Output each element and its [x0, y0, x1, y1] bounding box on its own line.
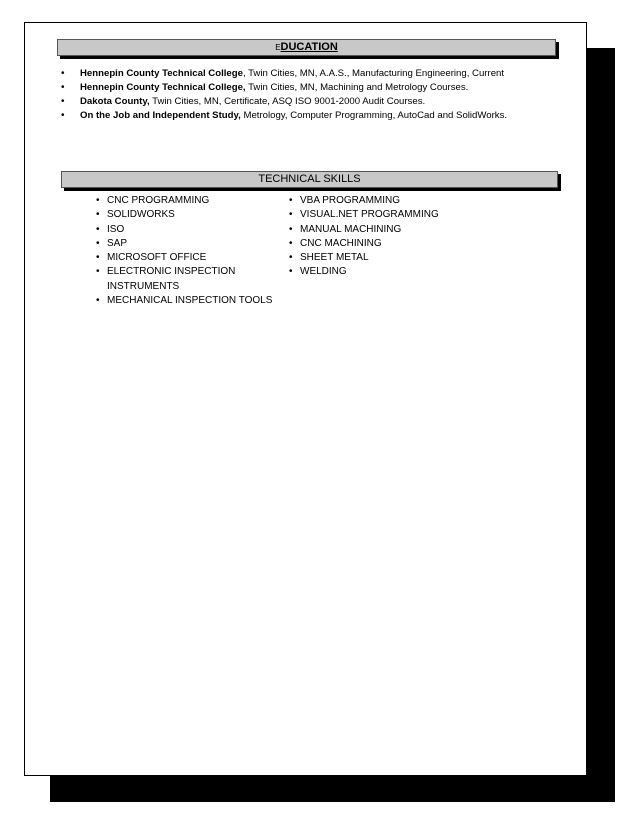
education-item — [61, 95, 541, 109]
education-details: Twin Cities, MN, Machining and Metrology Courses. — [245, 82, 469, 93]
skill-item: • MICROSOFT OFFICE — [96, 251, 288, 265]
resume-page — [24, 22, 587, 776]
skill-item: • SHEET METAL — [289, 251, 489, 265]
skill-item: • MECHANICAL INSPECTION TOOLS — [96, 294, 288, 308]
skills-column-left — [96, 194, 288, 308]
education-item — [61, 67, 541, 81]
skill-item: • ELECTRONIC INSPECTION INSTRUMENTS — [96, 265, 288, 294]
technical-skills-title: TECHNICAL SKILLS — [258, 173, 361, 185]
skill-item: • SAP — [96, 237, 288, 251]
education-details: Metrology, Computer Programming, AutoCad and SolidWorks. — [240, 110, 508, 121]
education-item — [61, 81, 541, 95]
page-shadow-right — [586, 48, 615, 802]
skill-item: • VBA PROGRAMMING — [289, 194, 489, 208]
education-title: DUCATION — [280, 41, 338, 53]
skill-item: • VISUAL.NET PROGRAMMING — [289, 208, 489, 222]
skill-item: • MANUAL MACHINING — [289, 223, 489, 237]
education-institution: Dakota County, — [80, 96, 150, 107]
education-list — [61, 67, 541, 123]
education-institution: Hennepin County Technical College, — [80, 82, 246, 93]
education-title-initial: E — [275, 43, 281, 52]
skills-column-right — [289, 194, 489, 280]
skill-item: • SOLIDWORKS — [96, 208, 288, 222]
education-institution: On the Job and Independent Study, — [80, 110, 241, 121]
skill-item: • CNC PROGRAMMING — [96, 194, 288, 208]
education-item — [61, 109, 541, 123]
education-institution: Hennepin County Technical College — [80, 68, 243, 79]
education-details: , Twin Cities, MN, A.A.S., Manufacturing Engineering, Current — [242, 68, 505, 79]
skill-item: • ISO — [96, 223, 288, 237]
education-details: Twin Cities, MN, Certificate, ASQ ISO 9001-2000 Audit Courses. — [149, 96, 426, 107]
technical-skills-header — [61, 171, 558, 188]
skill-item: • CNC MACHINING — [289, 237, 489, 251]
page-shadow-bottom — [50, 775, 615, 802]
education-header — [57, 39, 556, 56]
skill-item: • WELDING — [289, 265, 489, 279]
